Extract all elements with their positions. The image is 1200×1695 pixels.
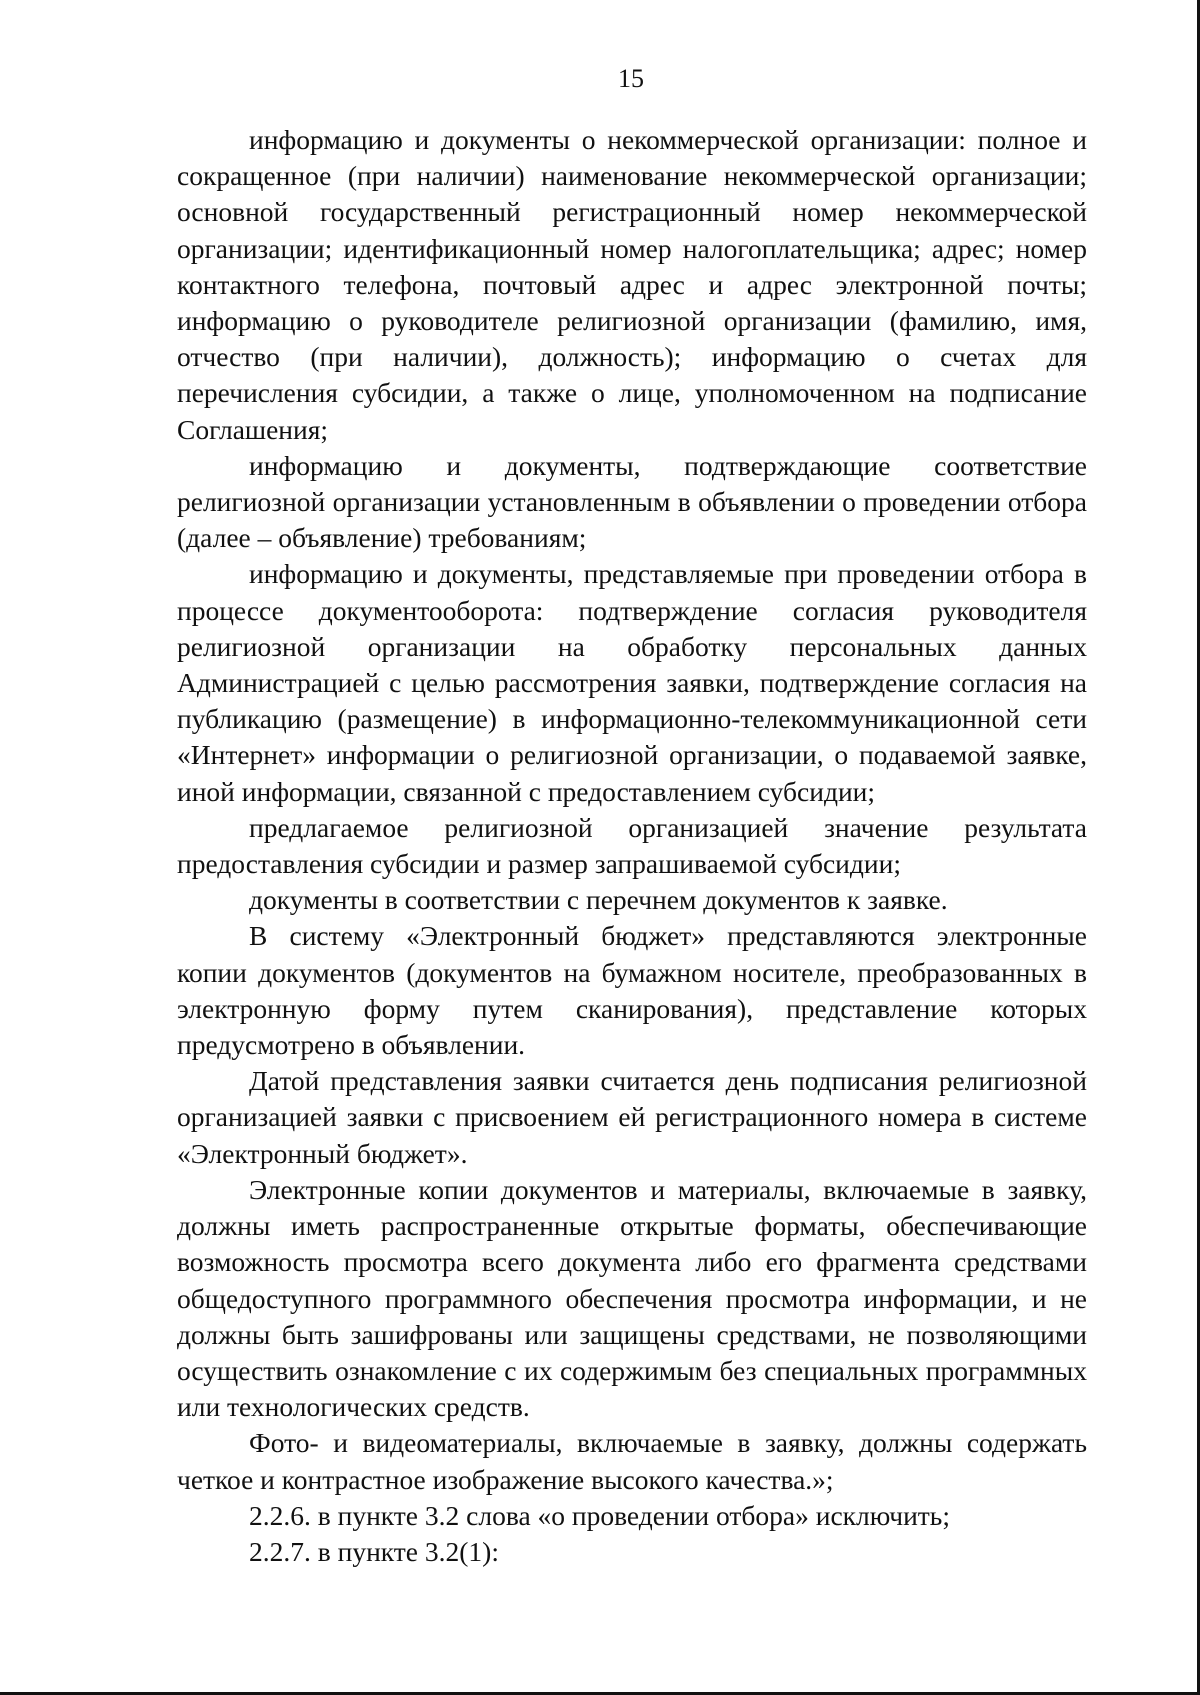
paragraph-submission-date: Датой представления заявки считается день подписания религиозной организацией заявки с присвоением ей регистрационного номера в системе «Электронный бюджет». xyxy=(177,1065,1087,1169)
paragraph-item-2-2-6: 2.2.6. в пункте 3.2 слова «о проведении отбора» исключить; xyxy=(249,1499,950,1531)
paragraph-nko-information: информацию и документы о некоммерческой организации: полное и сокращенное (при наличии) наименование некоммерческой организации; основной государственный регистрационный номер некоммерческой организации; идентификационный номер налогоплательщика; адрес; номер контактного телефона, почтовый адрес и адрес электронной почты; информацию о руководителе религиозной организации (фамилию, имя, отчество (при наличии), должность); информацию о счетах для перечисления субсидии, а также о лице, уполномоченном на подписание Соглашения; xyxy=(177,124,1087,445)
page-number: 15 xyxy=(618,64,644,93)
paragraph-file-formats: Электронные копии документов и материалы, включаемые в заявку, должны иметь распространенные открытые форматы, обеспечивающие возможность просмотра всего документа либо его фрагмента средствами общедоступного программного обеспечения просмотра информации, и не должны быть зашифрованы или защищены средствами, не позволяющими осуществить ознакомление с их содержимым без специальных программных или технологических средств. xyxy=(177,1173,1087,1423)
paragraph-document-list: документы в соответствии с перечнем документов к заявке. xyxy=(249,884,948,916)
paragraph-proposed-result: предлагаемое религиозной организацией значение результата предоставления субсидии и размер запрашиваемой субсидии; xyxy=(177,811,1087,880)
paragraph-item-2-2-7: 2.2.7. в пункте 3.2(1): xyxy=(249,1535,499,1567)
paragraph-electronic-copies: В систему «Электронный бюджет» представляются электронные копии документов (документов на бумажном носителе, преобразованных в электронную форму путем сканирования), представление которых предусмотрено в объявлении. xyxy=(177,920,1087,1061)
document-body xyxy=(177,122,1087,1570)
paragraph-compliance-documents: информацию и документы, подтверждающие соответствие религиозной организации установленным в объявлении о проведении отбора (далее – объявление) требованиям; xyxy=(177,449,1087,554)
paragraph-photo-video: Фото- и видеоматериалы, включаемые в заявку, должны содержать четкое и контрастное изображение высокого качества.»; xyxy=(177,1427,1087,1495)
paragraph-document-flow: информацию и документы, представляемые при проведении отбора в процессе документооборота: подтверждение согласия руководителя религиозной организации на обработку персональных данных Администрацией с целью рассмотрения заявки, подтверждение согласия на публикацию (размещение) в информационно-телекоммуникационной сети «Интернет» информации о религиозной организации, о подаваемой заявке, иной информации, связанной с предоставлением субсидии; xyxy=(177,558,1087,807)
